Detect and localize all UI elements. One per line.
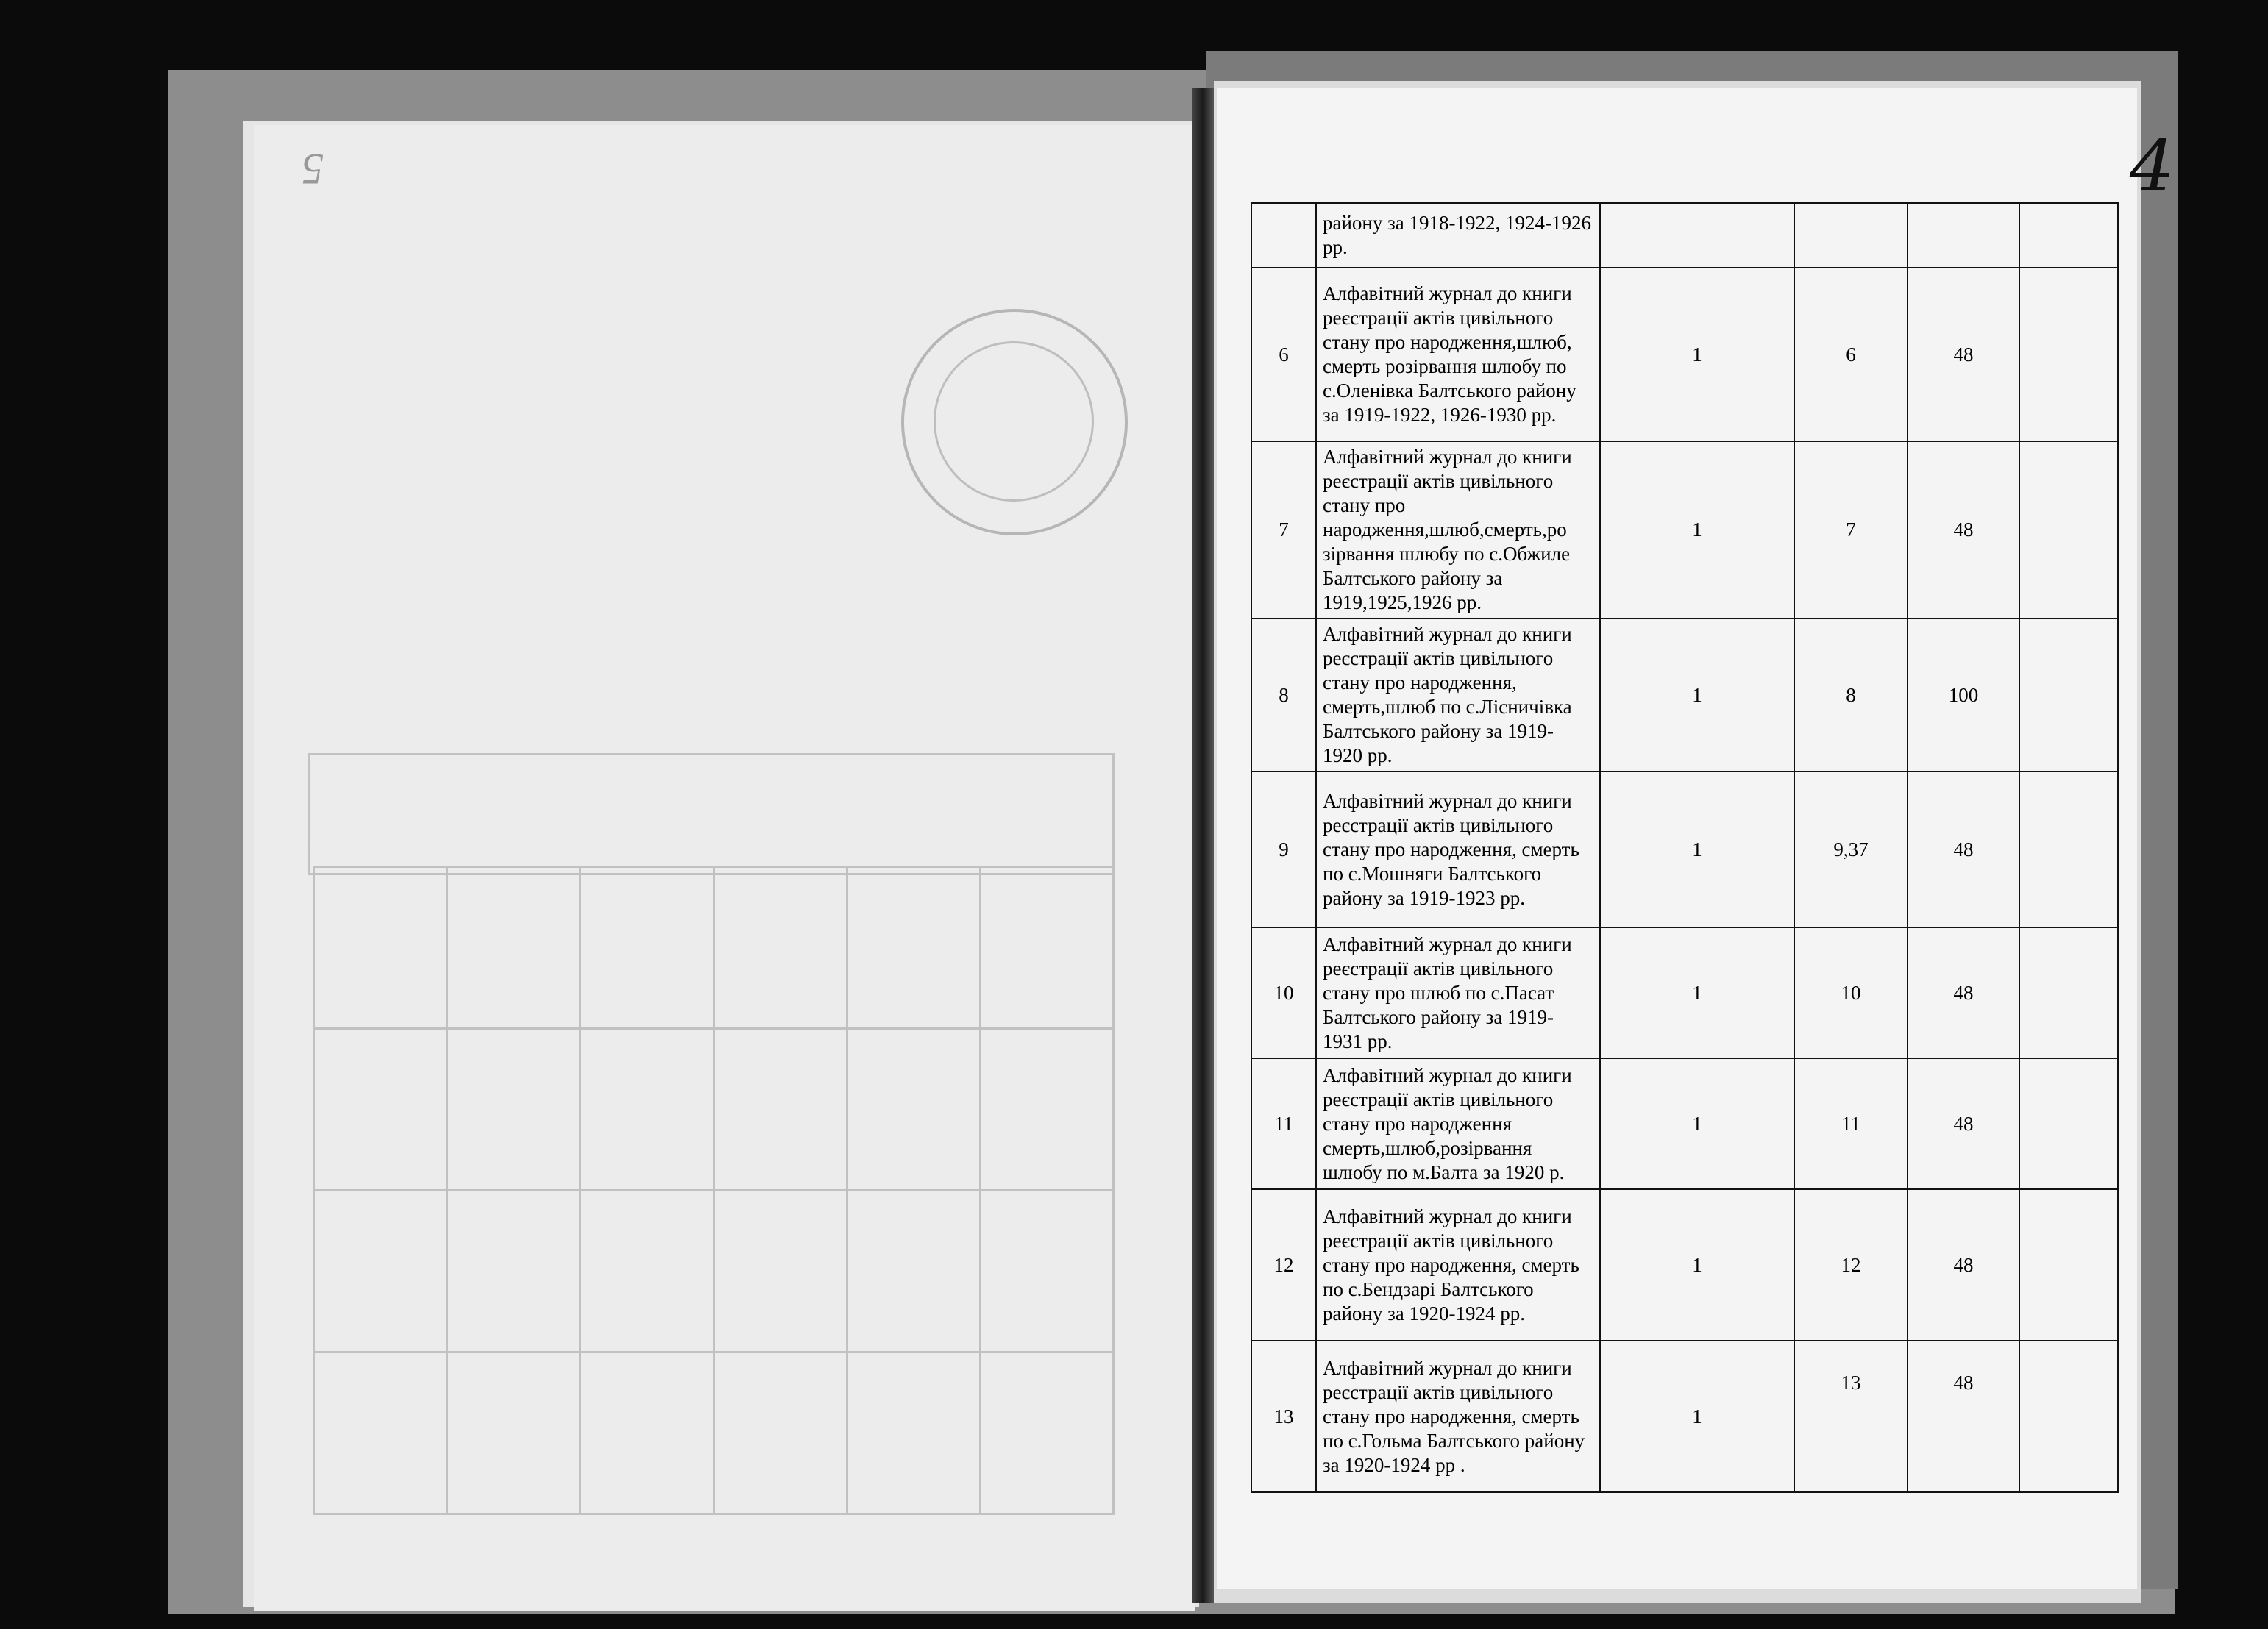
row-number: 8 <box>1251 619 1316 771</box>
row-title: району за 1918-1922, 1924-1926 рр. <box>1316 203 1600 268</box>
row-count: 1 <box>1600 1189 1794 1341</box>
bleed-through-seal <box>901 309 1128 535</box>
row-sheets: 48 <box>1908 1189 2019 1341</box>
row-title: Алфавітний журнал до книги реєстрації актів цивільного стану про народження,шлюб,смерть,ро зірвання шлюбу по с.Обжиле Балтського району за 1919,1925,1926 рр. <box>1316 441 1600 619</box>
table-row <box>1251 1058 2118 1189</box>
row-title: Алфавітний журнал до книги реєстрації актів цивільного стану про народження, смерть по с.Гольма Балтського району за 1920-1924 рр . <box>1316 1341 1600 1492</box>
row-number: 10 <box>1251 927 1316 1058</box>
row-cases: 13 <box>1794 1341 1908 1492</box>
row-notes <box>2019 203 2118 268</box>
row-notes <box>2019 1341 2118 1492</box>
row-sheets: 48 <box>1908 927 2019 1058</box>
row-count: 1 <box>1600 441 1794 619</box>
row-count: 1 <box>1600 619 1794 771</box>
row-notes <box>2019 441 2118 619</box>
row-number <box>1251 203 1316 268</box>
book-spine <box>1192 88 1214 1603</box>
left-page <box>254 125 1195 1611</box>
row-notes <box>2019 1189 2118 1341</box>
row-title: Алфавітний журнал до книги реєстрації актів цивільного стану про народження, смерть по с.Мошняги Балтського району за 1919-1923 рр. <box>1316 771 1600 927</box>
table-row <box>1251 268 2118 441</box>
row-count: 1 <box>1600 927 1794 1058</box>
table-row <box>1251 203 2118 268</box>
row-cases: 9,37 <box>1794 771 1908 927</box>
register-table <box>1251 202 2119 1493</box>
row-count: 1 <box>1600 1341 1794 1492</box>
table-row <box>1251 927 2118 1058</box>
row-count: 1 <box>1600 771 1794 927</box>
table-row <box>1251 441 2118 619</box>
row-number: 13 <box>1251 1341 1316 1492</box>
left-page-number: 5 <box>302 145 324 193</box>
row-number: 11 <box>1251 1058 1316 1189</box>
row-number: 9 <box>1251 771 1316 927</box>
table-row <box>1251 1189 2118 1341</box>
row-cases <box>1794 203 1908 268</box>
row-title: Алфавітний журнал до книги реєстрації актів цивільного стану про шлюб по с.Пасат Балтського району за 1919-1931 рр. <box>1316 927 1600 1058</box>
bleed-through-table-header <box>308 753 1115 875</box>
row-cases: 11 <box>1794 1058 1908 1189</box>
table-row <box>1251 1341 2118 1492</box>
row-sheets: 48 <box>1908 1341 2019 1492</box>
row-title: Алфавітний журнал до книги реєстрації актів цивільного стану про народження,шлюб, смерть розірвання шлюбу по с.Оленівка Балтського району за 1919-1922, 1926-1930 рр. <box>1316 268 1600 441</box>
row-notes <box>2019 927 2118 1058</box>
row-cases: 8 <box>1794 619 1908 771</box>
table-row <box>1251 619 2118 771</box>
row-cases: 6 <box>1794 268 1908 441</box>
row-cases: 7 <box>1794 441 1908 619</box>
row-title: Алфавітний журнал до книги реєстрації актів цивільного стану про народження смерть,шлюб,розірвання шлюбу по м.Балта за 1920 р. <box>1316 1058 1600 1189</box>
row-sheets <box>1908 203 2019 268</box>
row-sheets: 48 <box>1908 441 2019 619</box>
row-sheets: 48 <box>1908 1058 2019 1189</box>
table-row <box>1251 771 2118 927</box>
right-page <box>1217 88 2175 1589</box>
row-count: 1 <box>1600 268 1794 441</box>
row-cases: 12 <box>1794 1189 1908 1341</box>
row-notes <box>2019 1058 2118 1189</box>
row-sheets: 48 <box>1908 268 2019 441</box>
row-notes <box>2019 268 2118 441</box>
row-count <box>1600 203 1794 268</box>
row-number: 12 <box>1251 1189 1316 1341</box>
row-sheets: 100 <box>1908 619 2019 771</box>
page-number: 4 <box>2130 125 2175 207</box>
bleed-through-table <box>313 866 1115 1515</box>
row-title: Алфавітний журнал до книги реєстрації актів цивільного стану про народження, смерть по с.Бендзарі Балтського району за 1920-1924 рр. <box>1316 1189 1600 1341</box>
row-count: 1 <box>1600 1058 1794 1189</box>
row-sheets: 48 <box>1908 771 2019 927</box>
row-number: 6 <box>1251 268 1316 441</box>
row-cases: 10 <box>1794 927 1908 1058</box>
row-number: 7 <box>1251 441 1316 619</box>
row-notes <box>2019 771 2118 927</box>
row-title: Алфавітний журнал до книги реєстрації актів цивільного стану про народження, смерть,шлюб по с.Лісничівка Балтського району за 1919-1920 рр. <box>1316 619 1600 771</box>
row-notes <box>2019 619 2118 771</box>
